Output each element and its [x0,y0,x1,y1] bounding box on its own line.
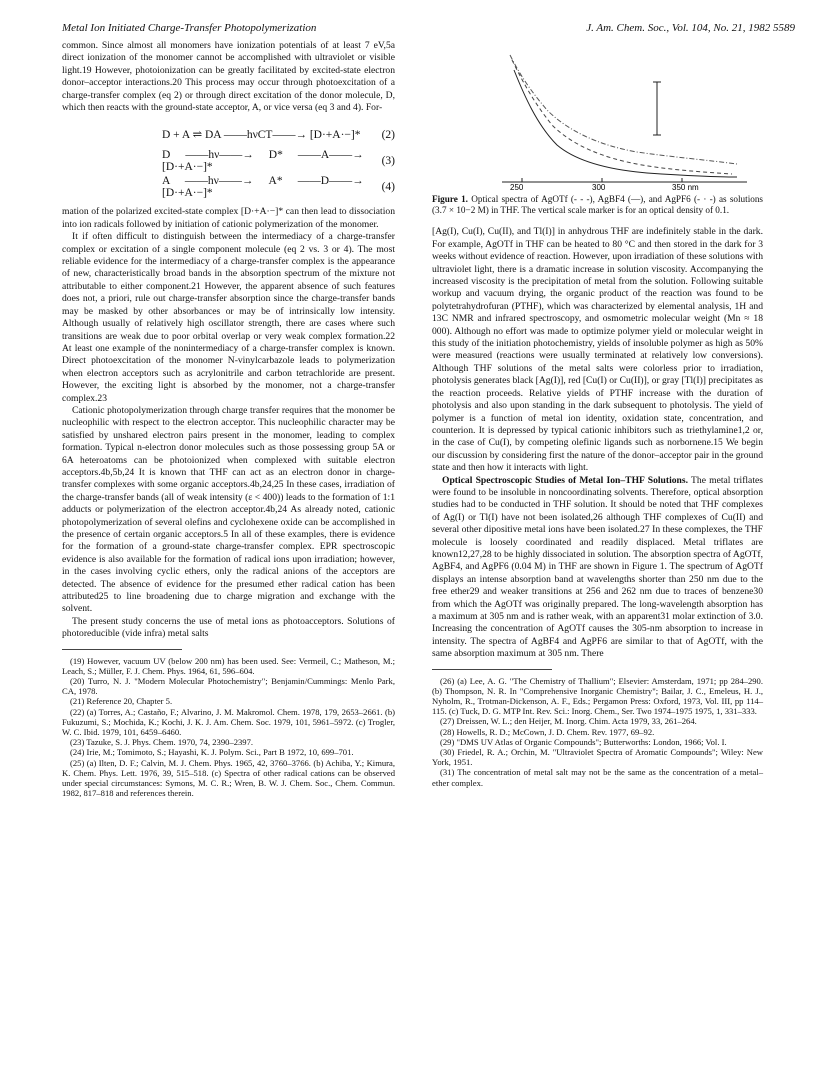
equation-number: (4) [381,181,395,194]
equation-2 [62,122,395,148]
equation-4 [62,174,395,200]
body-paragraph [432,475,763,661]
footnote: (27) Dreissen, W. L.; den Heijer, M. Inorg. Chim. Acta 1979, 33, 261–264. [440,716,697,727]
equation-text: A ——hν——→ A* ——D——→ [D·+A·−]* [162,175,364,200]
footnote: (29) "DMS UV Atlas of Organic Compounds"; Butterworths: London, 1966; Vol. I. [440,736,727,747]
footnote: (31) The concentration of metal salt may not be the same as the concentration of a metal–ether complex. [432,767,763,788]
equation-number: (3) [381,155,395,168]
right-column [432,40,763,1060]
equation-text: D + A ⇌ DA ——hνCT——→ [D·+A·−]* [162,129,361,142]
footnote: (21) Reference 20, Chapter 5. [70,696,173,707]
footnote: (22) (a) Torres, A.; Castaño, F.; Alvarino, J. M. Makromol. Chem. 1978, 179, 2653–2661. (b) Fukuzumi, S.; Mochida, K.; Kochi, J. K. J. Am. Chem. Soc. 1979, 101, 5961–5972. (c) Trogler, W. C. Ibid. 1979, 101, 6459–6460. [62,706,395,738]
equation-number: (2) [381,129,395,142]
figure-caption [432,194,763,216]
figure-caption-text: Optical spectra of AgOTf (- - -), AgBF4 (—), and AgPF6 (- · -) as solutions (3.7 × 10−2 M) in THF. The vertical scale marker is for an optical density of 0.1. [432,194,764,216]
agbf4-spectrum [514,70,737,177]
agotf-spectrum [512,60,732,174]
footnote: (30) Friedel, R. A.; Orchin, M. "Ultraviolet Spectra of Aromatic Compounds"; Wiley: New York, 1951. [432,747,763,768]
equation-3 [62,148,395,174]
footnote: (24) Irie, M.; Tomimoto, S.; Hayashi, K. J. Polym. Sci., Part B 1972, 10, 699–701. [70,747,354,758]
running-header-title: Metal Ion Initiated Charge-Transfer Photopolymerization [62,22,317,34]
x-tick-label: 250 [510,183,524,190]
footnotes-right [432,676,763,788]
body-paragraph: common. Since almost all monomers have ionization potentials of at least 7 eV,5a direct ionization of the monomer cannot be accomplished with ultraviolet or visible light.19 However, photoionization can be greatly facilitated by excited-state electron donor–acceptor interactions.20 This process may occur through photoexcitation of a charge-transfer complex (eq 2) or through direct excitation of the donor molecule, D, which then reacts with the ground-state acceptor, A, or vice versa (eq 3 and 4). For- [62,40,395,114]
agpf6-spectrum [510,55,737,164]
left-column [62,40,395,970]
body-paragraph: [Ag(I), Cu(I), Cu(II), and Tl(I)] in anhydrous THF are indefinitely stable in the dark. For example, AgOTf in THF can be heated to 80 °C and then stored in the dark for 3 weeks without evidence of reaction. However, upon irradiation of these solutions with ultraviolet light, there is a dramatic increase in solution viscosity. Accompanying the increased viscosity is the precipitation of metal from the solution. Following suitable workup and vacuum drying, the organic product of the reaction was found to be polytetrahydrofuran (PTHF), which was characterized by elemental analysis, 1H and 13C NMR and infrared spectroscopy, and osmometric molecular weight (Mn ≈ 18 000). Although no effort was made to optimize polymer yield or molecular weight in this study of the initiation photochemistry, yields of insoluble polymer as high as 50% were measured (reactions were usually terminated at relatively low conversions). Although THF solutions of the metal salts were colorless prior to irradiation, photolysis generates black [Ag(I)], red [Cu(I) or Cu(II)], or gray [Tl(I)] precipitates as the reaction proceeds. Relative yields of PTHF increase with the duration of photolysis and also upon standing in the dark subsequent to photolysis. The yield of polymer is a function of metal ion identity, oxidation state, concentration, and counterion. It is depressed by typical cationic inhibitors such as triethylamine1,2 or, in the case of Cu(I), by competing olefinic ligands such as norbornene.15 We begin our discussion by considering first the nature of the donor–acceptor pair in the ground state and then how it interacts with light. [432,226,763,474]
equation-text: D ——hν——→ D* ——A——→ [D·+A·−]* [162,149,364,174]
x-tick-label: 300 [592,183,606,190]
body-paragraph: mation of the polarized excited-state complex [D·+A·−]* can then lead to dissociation into ion radicals followed by initiation of cationic polymerization of the monomer. [62,206,395,230]
footnote: (19) However, vacuum UV (below 200 nm) has been used. See: Vermeil, C.; Matheson, M.; Leach, S.; Müller, F. J. Chem. Phys. 1964, 61, 596–604. [62,655,395,676]
footnote: (25) (a) Ilten, D. F.; Calvin, M. J. Chem. Phys. 1965, 42, 3760–3766. (b) Achiba, Y.; Kimura, K. Chem. Phys. Lett. 1976, 39, 515–518. (c) Spectra of other radical cations can be observed under special circumstances: Symons, M. C. R.; Wren, B. W. J. Chem. Soc., Chem. Commun. 1982, 817–818 and references therein. [62,757,395,799]
footnote-rule [432,669,552,670]
body-paragraph: It if often difficult to distinguish between the intermediacy of a charge-transfer complex or excitation of a single component molecule (eq 2 vs. 3 or 4). The most reliable evidence for the intermediacy of a charge-transfer complex is the appearance of new, characteristically broad bands in the absorption spectrum of the mixture not attributable to either component.21 However, the apparent absence of such features does not, a priori, rule out charge-transfer absorption since the charge-transfer bands may be masked by other absorbances or may be of intrinsically low intensity. Although usually of relatively high oscillator strength, there are cases where such transitions are weak due to poor orbital overlap or very weak complex formation.22 At least one example of the nonintermediacy of a charge-transfer complex is known. Direct photoexcitation of the monomer N-vinylcarbazole leads to polymerization when electron acceptors such as acrylonitrile and carbon tetrachloride are present. However, the exciting light is absorbed by the monomer, not a charge-transfer complex.23 [62,231,395,404]
figure-label: Figure 1. [432,194,468,204]
body-paragraph: Cationic photopolymerization through charge transfer requires that the monomer be nucleophilic with respect to the electron acceptor. This nucleophilic character may be satisfied by unshared electron pairs present in the monomer, leading to complex formation. Typical n-electron donor molecules such as those possessing group 5A or 6A heteroatoms can be photoionized when complexed with suitable electron acceptors.4b,5b,24 It is known that THF can act as an electron donor in charge-transfer complexes with some organic acceptors.4b,24,25 In these cases, irradiation of the charge-transfer bands (all of weak intensity (ε < 400)) leads to the formation of 1:1 adducts or polymerization of the electron acceptor.4b,24 As already noted, cationic photopolymerization of several olefins and cyclohexene oxide can be accomplished in the presence of certain organic acceptors.5 In all of these examples, there is evidence for the formation of a ground-state charge-transfer complex. EPR spectroscopic evidence is also available for the formation of radical ions upon irradiation; however, in the cases involving cyclic ethers, only the radical anions of the acceptors are detected. The absence of evidence for the presumed ether radical cation has been attributed25 to line broadening due to charge migration and exchange with the solvent. [62,404,395,615]
x-tick-label: 350 nm [672,183,699,190]
footnote: (20) Turro, N. J. "Modern Molecular Photochemistry"; Benjamin/Cummings: Menlo Park, CA, 1978. [62,676,395,697]
footnote-rule [62,649,182,650]
body-paragraph: The present study concerns the use of metal ions as photoacceptors. Solutions of photoreducible (vide infra) metal salts [62,615,395,640]
spectra-plot [432,40,763,190]
footnote: (23) Tazuke, S. J. Phys. Chem. 1970, 74, 2390–2397. [70,737,254,748]
section-text: The metal triflates were found to be insoluble in noncoordinating solvents. Therefore, optical absorption studies had to be conducted in THF solution. It should be noted that THF complexes of Ag(I) or Tl(I) have not been isolated,26 although THF complexes of Cu(II) and several other dipositive metal ions have been isolated.27 In these complexes, the THF molecule is loosely coordinated and readily displaced. Metal triflates are known12,27,28 to be highly dissociated in solution. The absorption spectra of AgOTf, AgBF4, and AgPF6 (0.04 M) in THF are shown in Figure 1. The spectrum of AgOTf displays an intense absorption band at wavelengths shorter than 250 nm due to the free ether29 and weaker transitions at 256 and 262 nm due to traces of benzene30 from which the AgOTf was originally prepared. The long-wavelength absorption has a maximum at 305 nm and is rather weak, with an apparent31 molar extinction of 3.0. Increasing the concentration of AgOTf causes the 305-nm absorption to increase in intensity. The spectra of AgBF4 and AgPF6 are similar to that of AgOTf, with the same absorption maximum at 305 nm. There [432,474,763,660]
footnotes-left [62,656,395,799]
figure-1 [432,40,763,190]
running-header-journal: J. Am. Chem. Soc., Vol. 104, No. 21, 1982 5589 [586,22,795,34]
section-title: Optical Spectroscopic Studies of Metal Ion–THF Solutions. [442,474,689,486]
footnote: (26) (a) Lee, A. G. "The Chemistry of Thallium"; Elsevier: Amsterdam, 1971; pp 284–290. (b) Thompson, N. R. In "Comprehensive Inorganic Chemistry"; Bailar, J. C., Emeleus, H. J., Nyholm, R., Trotman-Dickenson, A. F., Eds.; Pergamon Press: Oxford, 1973, Vol. III, pp 114–115. (c) Tuck, D. G. MTP Int. Rev. Sci.: Inorg. Chem., Ser. Two 1974–1975 1975, 1, 331–333. [432,675,763,717]
footnote: (28) Howells, R. D.; McCown, J. D. Chem. Rev. 1977, 69–92. [440,726,655,737]
